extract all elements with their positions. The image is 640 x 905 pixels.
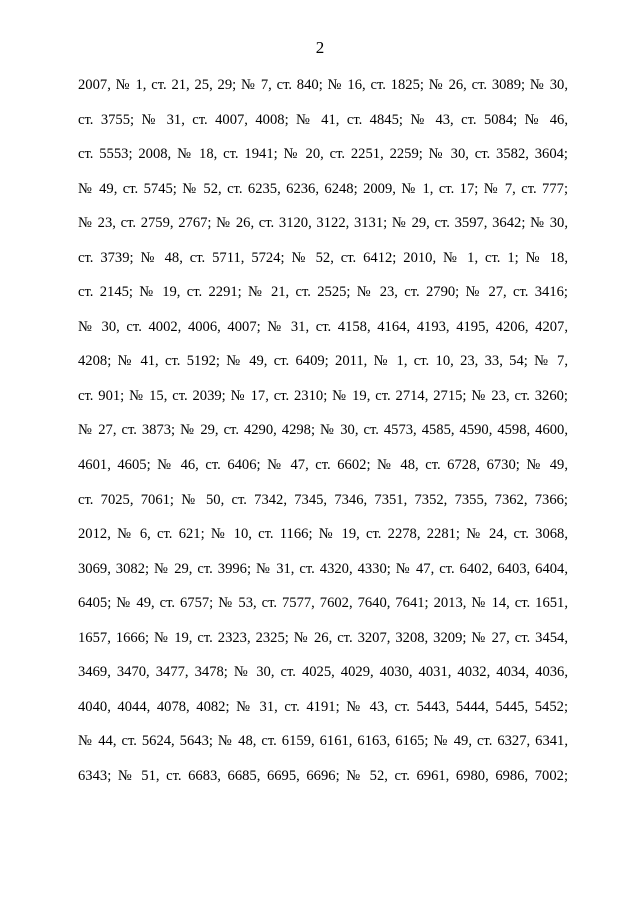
text-line: № 49, ст. 5745; № 52, ст. 6235, 6236, 6248; 2009, № 1, ст. 17; № 7, ст. 777;: [78, 180, 568, 197]
text-line: ст. 3755; № 31, ст. 4007, 4008; № 41, ст. 4845; № 43, ст. 5084; № 46,: [78, 111, 568, 128]
text-line: № 23, ст. 2759, 2767; № 26, ст. 3120, 3122, 3131; № 29, ст. 3597, 3642; № 30,: [78, 215, 568, 232]
text-line: 6405; № 49, ст. 6757; № 53, ст. 7577, 7602, 7640, 7641; 2013, № 14, ст. 1651,: [78, 595, 568, 612]
page-number: 2: [315, 38, 325, 57]
text-line: № 30, ст. 4002, 4006, 4007; № 31, ст. 4158, 4164, 4193, 4195, 4206, 4207,: [78, 318, 568, 335]
text-line: 4601, 4605; № 46, ст. 6406; № 47, ст. 6602; № 48, ст. 6728, 6730; № 49,: [78, 457, 568, 474]
text-line: № 44, ст. 5624, 5643; № 48, ст. 6159, 6161, 6163, 6165; № 49, ст. 6327, 6341,: [78, 733, 568, 750]
text-line: ст. 2145; № 19, ст. 2291; № 21, ст. 2525; № 23, ст. 2790; № 27, ст. 3416;: [78, 284, 568, 301]
text-line: 4208; № 41, ст. 5192; № 49, ст. 6409; 2011, № 1, ст. 10, 23, 33, 54; № 7,: [78, 353, 568, 370]
text-line: 6343; № 51, ст. 6683, 6685, 6695, 6696; № 52, ст. 6961, 6980, 6986, 7002;: [78, 767, 568, 784]
text-line: 3469, 3470, 3477, 3478; № 30, ст. 4025, 4029, 4030, 4031, 4032, 4034, 4036,: [78, 664, 568, 681]
text-line: ст. 7025, 7061; № 50, ст. 7342, 7345, 7346, 7351, 7352, 7355, 7362, 7366;: [78, 491, 568, 508]
document-body: [78, 75, 568, 800]
text-line: 4040, 4044, 4078, 4082; № 31, ст. 4191; № 43, ст. 5443, 5444, 5445, 5452;: [78, 698, 568, 715]
text-line: 3069, 3082; № 29, ст. 3996; № 31, ст. 4320, 4330; № 47, ст. 6402, 6403, 6404,: [78, 560, 568, 577]
text-line: 1657, 1666; № 19, ст. 2323, 2325; № 26, ст. 3207, 3208, 3209; № 27, ст. 3454,: [78, 629, 568, 646]
text-line: ст. 5553; 2008, № 18, ст. 1941; № 20, ст. 2251, 2259; № 30, ст. 3582, 3604;: [78, 146, 568, 163]
text-line: 2007, № 1, ст. 21, 25, 29; № 7, ст. 840; № 16, ст. 1825; № 26, ст. 3089; № 30,: [78, 77, 568, 93]
text-line: ст. 901; № 15, ст. 2039; № 17, ст. 2310; № 19, ст. 2714, 2715; № 23, ст. 3260;: [78, 387, 568, 404]
text-line: № 27, ст. 3873; № 29, ст. 4290, 4298; № 30, ст. 4573, 4585, 4590, 4598, 4600,: [78, 422, 568, 439]
text-line: 2012, № 6, ст. 621; № 10, ст. 1166; № 19, ст. 2278, 2281; № 24, ст. 3068,: [78, 526, 568, 543]
text-line: ст. 3739; № 48, ст. 5711, 5724; № 52, ст. 6412; 2010, № 1, ст. 1; № 18,: [78, 249, 568, 266]
